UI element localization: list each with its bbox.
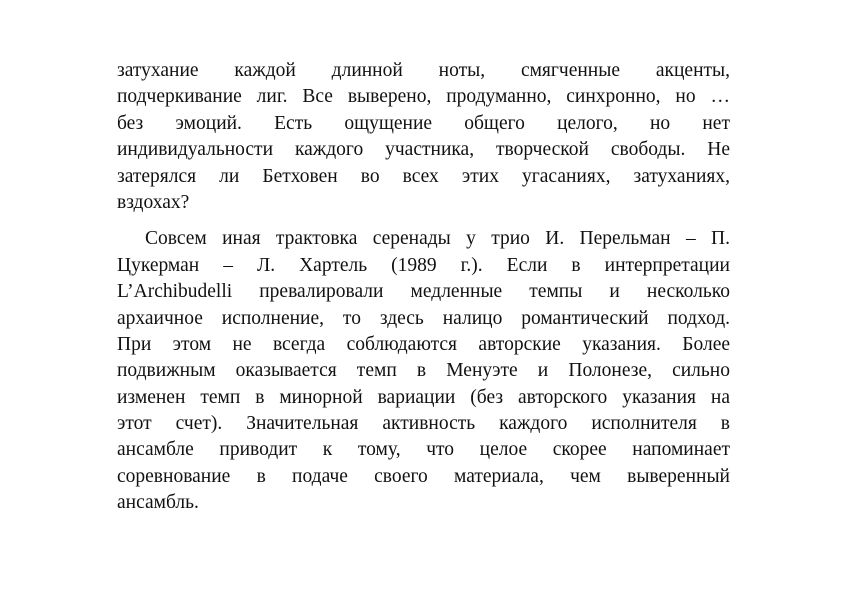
paragraph-2 <box>117 226 730 516</box>
text-line: подчеркивание лиг. Все выверено, продуманно, синхронно, но … <box>117 86 730 108</box>
text-line: При этом не всегда соблюдаются авторские указания. Более <box>117 333 730 355</box>
text-line: Цукерман – Л. Хартель (1989 г.). Если в интерпретации <box>117 254 730 276</box>
text-line: соревнование в подаче своего материала, чем выверенный <box>117 465 730 487</box>
body-text <box>117 58 730 517</box>
text-line: изменен темп в минорной вариации (без авторского указания на <box>117 386 730 408</box>
text-line: Совсем иная трактовка серенады у трио И. Перельман – П. <box>145 228 730 250</box>
text-line: без эмоций. Есть ощущение общего целого, но нет <box>117 112 730 134</box>
text-line: архаичное исполнение, то здесь налицо романтический подход. <box>117 307 730 329</box>
text-line: L’Archibudelli превалировали медленные темпы и несколько <box>117 281 730 303</box>
paragraph-1 <box>117 58 730 216</box>
text-line: индивидуальности каждого участника, творческой свободы. Не <box>117 139 730 161</box>
text-line: затерялся ли Бетховен во всех этих угасаниях, затуханиях, <box>117 165 730 187</box>
text-line: ансамбле приводит к тому, что целое скорее напоминает <box>117 439 730 461</box>
text-line: этот счет). Значительная активность каждого исполнителя в <box>117 413 730 435</box>
text-line: ансамбль. <box>117 492 199 514</box>
text-line: вздохах? <box>117 191 190 213</box>
text-line: подвижным оказывается темп в Менуэте и Полонезе, сильно <box>117 360 730 382</box>
text-line: затухание каждой длинной ноты, смягченные акценты, <box>117 60 730 81</box>
